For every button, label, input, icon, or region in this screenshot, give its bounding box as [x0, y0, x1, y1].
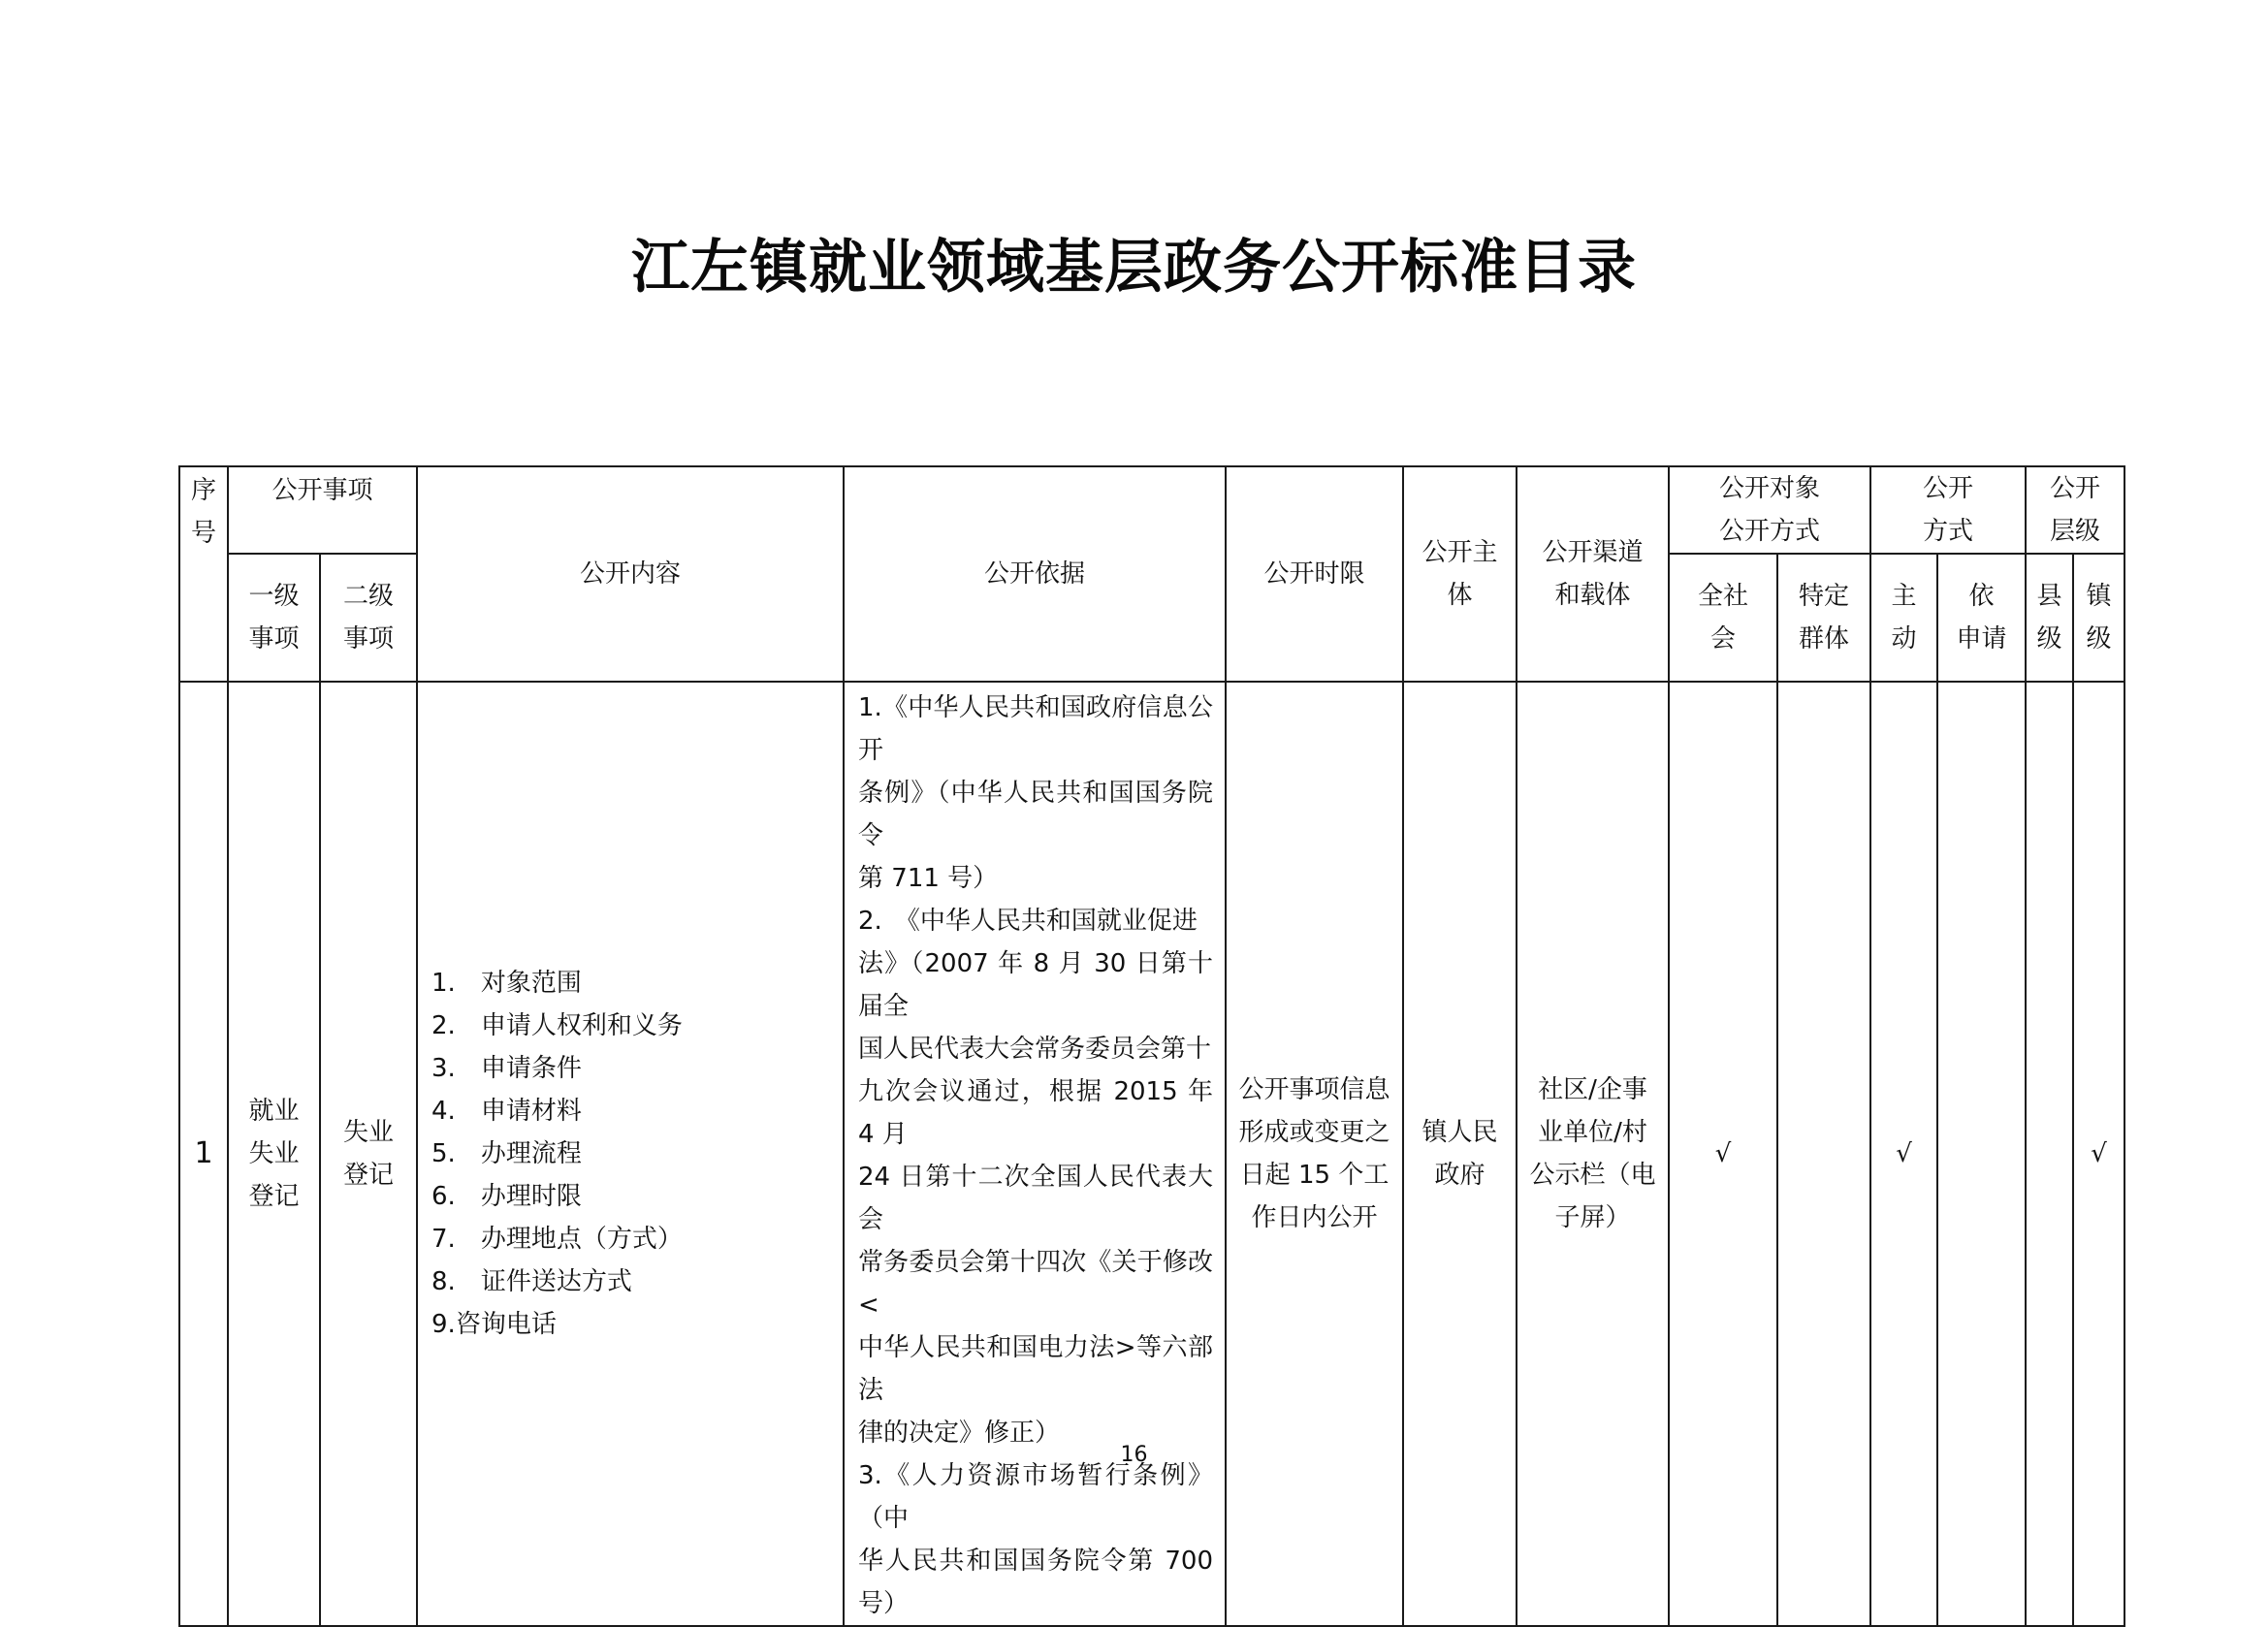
row-level1-line: 就业: [248, 1097, 300, 1126]
header-specific-line: 群体: [1799, 624, 1850, 654]
header-whole-society: [1669, 554, 1777, 682]
header-active-line: 动: [1891, 624, 1917, 654]
header-target-group: [1669, 466, 1870, 554]
header-active: [1870, 554, 1937, 682]
subject-line: 政府: [1434, 1161, 1485, 1190]
content-item: 8. 证件送达方式: [431, 1267, 632, 1296]
basis-line: 24 日第十二次全国人民代表大会: [858, 1163, 1214, 1234]
row-specific-group-check: [1777, 682, 1870, 1626]
content-item: 6. 办理时限: [431, 1182, 582, 1211]
row-level2-line: 登记: [343, 1161, 395, 1190]
header-level2-line: 二级: [343, 582, 395, 611]
header-county-line: 级: [2036, 624, 2062, 654]
row-county-check: [2026, 682, 2073, 1626]
basis-line: 国人民代表大会常务委员会第十: [858, 1035, 1212, 1064]
header-subject-line: 公开主: [1421, 538, 1498, 567]
basis-line: 九次会议通过，根据 2015 年 4 月: [858, 1077, 1214, 1149]
header-subject: [1403, 466, 1517, 682]
header-level1: [228, 554, 320, 682]
header-town: [2073, 554, 2124, 682]
header-level1-line: 一级: [248, 582, 300, 611]
content-item: 3. 申请条件: [431, 1054, 582, 1083]
channel-line: 子屏）: [1554, 1203, 1631, 1232]
basis-line: 1.《中华人民共和国政府信息公开: [858, 693, 1214, 765]
row-basis: [844, 682, 1226, 1626]
header-time-limit: 公开时限: [1226, 466, 1403, 682]
row-whole-society-check: √: [1669, 682, 1777, 1626]
header-mode-line: 公开: [1923, 474, 1974, 503]
header-level1-line: 事项: [248, 624, 300, 654]
row-active-check: √: [1870, 682, 1937, 1626]
content-item: 7. 办理地点（方式）: [431, 1225, 683, 1254]
header-specific-line: 特定: [1799, 582, 1850, 611]
header-seq-line: 号: [190, 519, 216, 548]
header-specific-group: [1777, 554, 1870, 682]
page-title: 江左镇就业领域基层政务公开标准目录: [631, 234, 1637, 302]
row-level2-line: 失业: [343, 1118, 395, 1147]
header-seq-line: 序: [190, 476, 216, 505]
header-subject-line: 体: [1447, 581, 1473, 610]
header-whole-society-line: 全社: [1698, 582, 1749, 611]
row-time-limit: [1226, 682, 1403, 1626]
header-county: [2026, 554, 2073, 682]
header-channel-line: 和载体: [1554, 581, 1631, 610]
header-level2: [320, 554, 417, 682]
content-item: 2. 申请人权利和义务: [431, 1011, 683, 1040]
row-level1-line: 登记: [248, 1182, 300, 1211]
header-target-line: 公开对象: [1719, 474, 1821, 503]
row-level2: [320, 682, 417, 1626]
basis-line: 法》（2007 年 8 月 30 日第十届全: [858, 949, 1214, 1021]
header-mode-group: [1870, 466, 2026, 554]
content-item: 1. 对象范围: [431, 969, 582, 998]
content-item: 4. 申请材料: [431, 1097, 582, 1126]
channel-line: 业单位/村: [1538, 1118, 1647, 1147]
header-channel-line: 公开渠道: [1542, 538, 1644, 567]
header-whole-society-line: 会: [1710, 624, 1737, 654]
time-limit-line: 日起 15 个工: [1239, 1161, 1390, 1190]
channel-line: 社区/企事: [1538, 1075, 1647, 1104]
header-content: 公开内容: [417, 466, 844, 682]
basis-line: 第 711 号）: [858, 864, 999, 893]
time-limit-line: 作日内公开: [1251, 1203, 1378, 1232]
row-channel: [1517, 682, 1669, 1626]
row-level1: [228, 682, 320, 1626]
header-mode-line: 方式: [1923, 517, 1974, 546]
basis-line: 律的决定》修正）: [858, 1419, 1061, 1448]
subject-line: 镇人民: [1421, 1118, 1498, 1147]
row-seq: 1: [179, 682, 228, 1626]
row-content: [417, 682, 844, 1626]
basis-line: 2. 《中华人民共和国就业促进: [858, 907, 1198, 936]
time-limit-line: 形成或变更之: [1238, 1118, 1390, 1147]
row-on-request-check: [1937, 682, 2026, 1626]
basis-line: 华人民共和国国务院令第 700 号）: [858, 1547, 1214, 1618]
header-county-line: 县: [2036, 582, 2062, 611]
content-item: 5. 办理流程: [431, 1139, 582, 1168]
header-active-line: 主: [1891, 582, 1917, 611]
basis-line: 常务委员会第十四次《关于修改<: [858, 1248, 1214, 1320]
header-row-1: [179, 466, 2124, 554]
header-level-line: 层级: [2050, 517, 2101, 546]
header-town-line: 镇: [2086, 582, 2112, 611]
basis-line: 中华人民共和国电力法>等六部法: [858, 1333, 1214, 1405]
header-target-line: 公开方式: [1719, 517, 1821, 546]
header-on-request: [1937, 554, 2026, 682]
header-on-request-line: 依: [1968, 582, 1995, 611]
header-level-group: [2026, 466, 2124, 554]
time-limit-line: 公开事项信息: [1238, 1075, 1390, 1104]
header-on-request-line: 申请: [1956, 624, 2007, 654]
header-basis: 公开依据: [844, 466, 1226, 682]
header-channel: [1517, 466, 1669, 682]
content-item: 9.咨询电话: [431, 1310, 557, 1339]
header-town-line: 级: [2086, 624, 2112, 654]
row-level1-line: 失业: [248, 1139, 300, 1168]
header-item: 公开事项: [228, 466, 417, 554]
page-number: 16: [1120, 1443, 1148, 1467]
basis-line: 条例》（中华人民共和国国务院令: [858, 779, 1214, 850]
channel-line: 公示栏（电: [1529, 1161, 1656, 1190]
header-seq: [179, 466, 228, 682]
header-level-line: 公开: [2050, 474, 2101, 503]
header-level2-line: 事项: [343, 624, 395, 654]
basis-line: 3.《人力资源市场暂行条例》（中: [858, 1461, 1214, 1533]
row-subject: [1403, 682, 1517, 1626]
table-row: [179, 682, 2124, 1626]
row-town-check: √: [2073, 682, 2124, 1626]
